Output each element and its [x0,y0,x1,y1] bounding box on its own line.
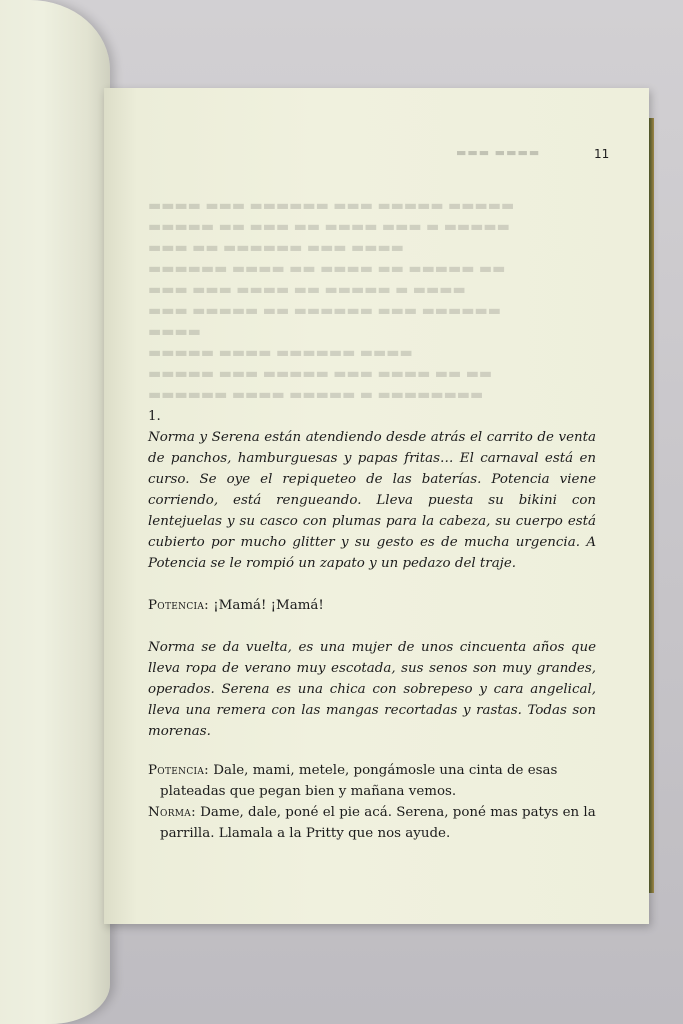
dialogue-text: ¡Mamá! ¡Mamá! [209,598,324,613]
stage-direction: Norma se da vuelta, es una mujer de unos cincuenta años que lleva ropa de verano muy escotada, sus senos son muy grandes, operados. Serena es una chica con sobrepeso y cara angelical, lleva una remera con las mangas recortadas y rastas. Todas son morenas. [148,640,596,739]
scene-number: 1. [148,409,161,424]
page-number: 11 [594,147,610,161]
dialogue-text: Dame, dale, poné el pie acá. Serena, poné mas patys en la parrilla. Llamala a la Pritty que nos ayude. [160,805,596,841]
running-header-show-through: ▬▬▬ ▬▬▬▬ [456,146,541,159]
speaker-name: Norma: [148,805,196,820]
speaker-name: Potencia: [148,598,209,613]
left-page-curl [0,0,110,1024]
page-content [148,407,596,844]
dialogue-line [148,802,596,844]
dialogue-line [148,760,596,802]
dialogue-line [148,595,596,616]
speaker-name: Potencia: [148,763,209,778]
dialogue-text: Dale, mami, metele, pongámosle una cinta de esas plateadas que pegan bien y mañana vemos. [160,763,558,799]
show-through-text: ▬▬▬▬ ▬▬▬ ▬▬▬▬▬▬ ▬▬▬ ▬▬▬▬▬ ▬▬▬▬▬ ▬▬▬▬▬ ▬▬ ▬▬▬ ▬▬ ▬▬▬▬ ▬▬▬ ▬ ▬▬▬▬▬ ▬▬▬ ▬▬ ▬▬▬▬▬▬ ▬▬▬ ▬▬▬▬ ▬▬▬▬▬▬ ▬▬▬▬ ▬▬ ▬▬▬▬ ▬▬ ▬▬▬▬▬ ▬▬ ▬▬▬ ▬▬▬ ▬▬▬▬ ▬▬ ▬▬▬▬▬ ▬ ▬▬▬▬ ▬▬▬ ▬▬▬▬▬ ▬▬ ▬▬▬▬▬▬ ▬▬▬ ▬▬▬▬▬▬ ▬▬▬▬ ▬▬▬▬▬ ▬▬▬▬ ▬▬▬▬▬▬ ▬▬▬▬ ▬▬▬▬▬ ▬▬▬ ▬▬▬▬▬ ▬▬▬ ▬▬▬▬ ▬▬ ▬▬ ▬▬▬▬▬▬ ▬▬▬▬ ▬▬▬▬▬ ▬ ▬▬▬▬▬▬▬▬ [148,198,515,403]
stage-direction: Norma y Serena están atendiendo desde atrás el carrito de venta de panchos, hamburguesas y papas fritas… El carnaval está en curso. Se oye el repiqueteo de las baterías. Potencia viene corriendo, está rengueando. Lleva puesta su bikini con lentejuelas y su casco con plumas para la cabeza, su cuerpo está cubierto por mucho glitter y su gesto es de mucha urgencia. A Potencia se le rompió un zapato y un pedazo del traje. [148,430,596,571]
